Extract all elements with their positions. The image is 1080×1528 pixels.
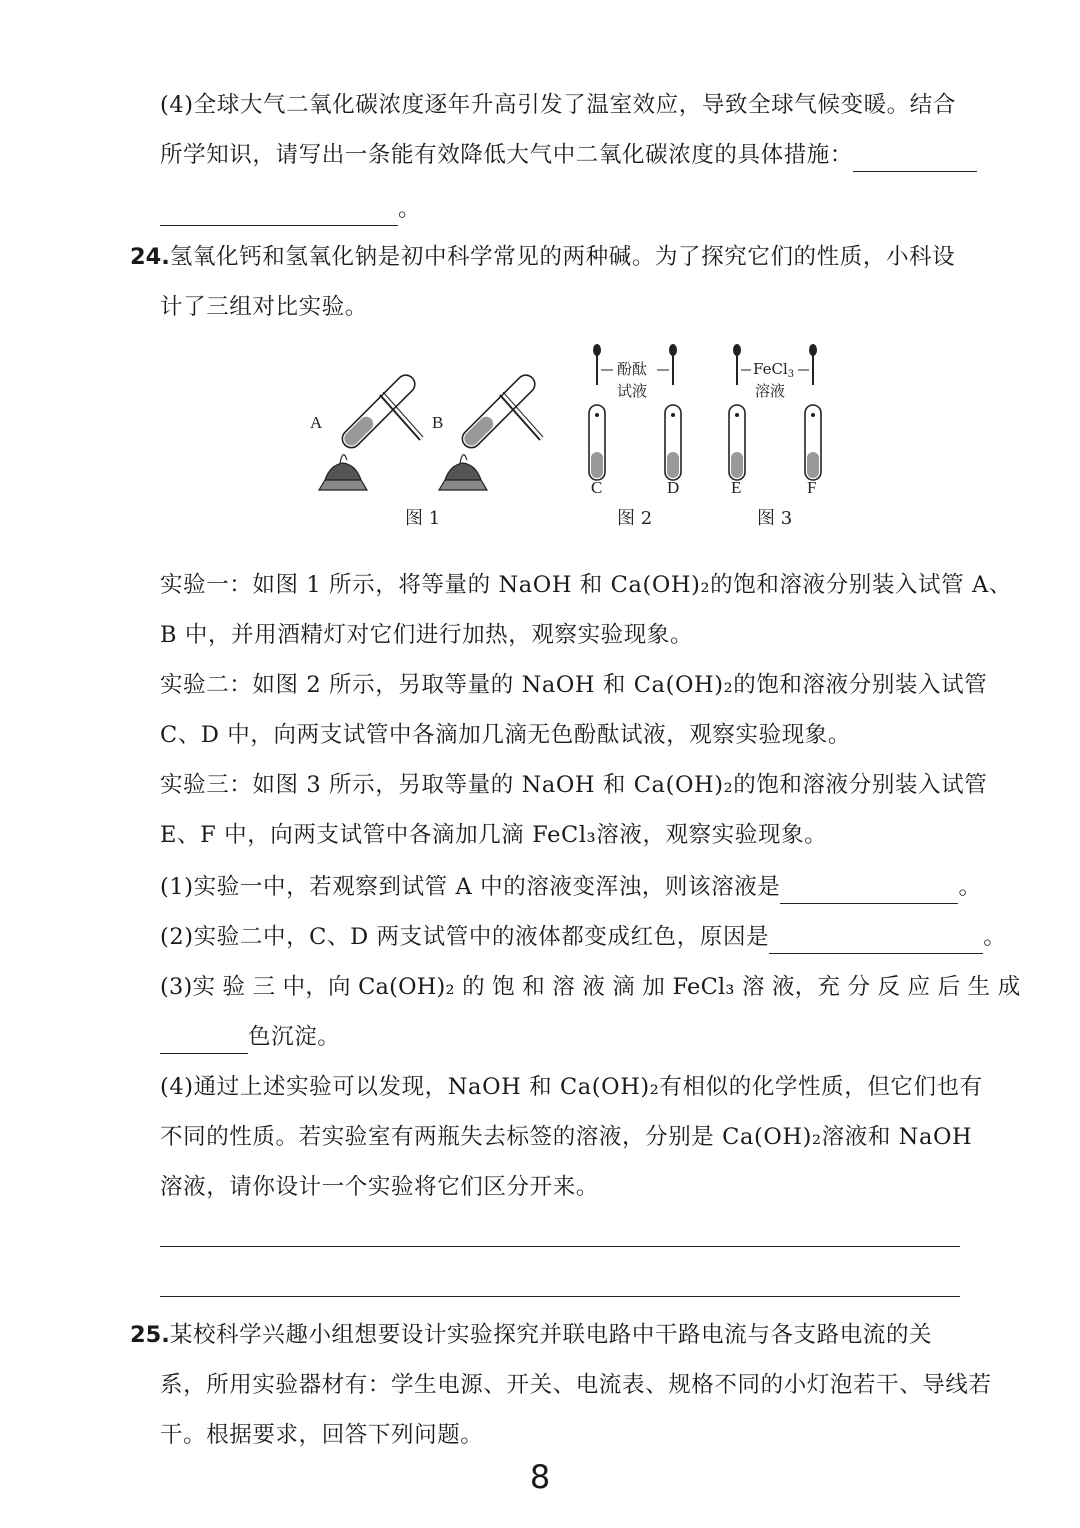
exp3-line2: E、F 中，向两支试管中各滴加几滴 FeCl₃溶液，观察实验现象。 xyxy=(160,822,828,848)
answer-blank-q23-4b[interactable] xyxy=(160,199,398,226)
q24-4-line3: 溶液，请你设计一个实验将它们区分开来。 xyxy=(160,1174,599,1200)
fig2-reagent-line2: 试液 xyxy=(617,382,648,400)
q23-4-line3-row xyxy=(160,192,960,226)
fig1-setup-b xyxy=(439,371,543,490)
exp2-line1: 实验二：如图 2 所示，另取等量的 NaOH 和 Ca(OH)₂的饱和溶液分别装入试管 xyxy=(160,672,988,698)
label-f: F xyxy=(807,478,817,497)
q25-line3: 干。根据要求，回答下列问题。 xyxy=(160,1422,484,1448)
exp1-line1: 实验一：如图 1 所示，将等量的 NaOH 和 Ca(OH)₂的饱和溶液分别装入试管 A、 xyxy=(160,572,1012,598)
q25-line1: 某校科学兴趣小组想要设计实验探究并联电路中干路电流与各支路电流的关 xyxy=(169,1322,933,1348)
q24-2-period: 。 xyxy=(983,924,1007,950)
q24-line1: 氢氧化钙和氢氧化钠是初中科学常见的两种碱。为了探究它们的性质，小科设 xyxy=(169,244,956,270)
q24-number: 24. xyxy=(130,244,170,270)
fig3-caption: 图 3 xyxy=(757,508,793,529)
exp3-line1: 实验三：如图 3 所示，另取等量的 NaOH 和 Ca(OH)₂的饱和溶液分别装入试管 xyxy=(160,772,988,798)
answer-line-q24-4b[interactable] xyxy=(160,1296,960,1297)
fig2-reagent-line1: 酚酞 xyxy=(617,360,648,378)
q25-line1-row xyxy=(130,1318,960,1352)
answer-blank-q24-2[interactable] xyxy=(769,927,983,954)
answer-blank-q24-1[interactable] xyxy=(780,877,958,904)
q23-4-line2: 所学知识，请写出一条能有效降低大气中二氧化碳浓度的具体措施： xyxy=(160,142,854,168)
q24-4-line1: (4)通过上述实验可以发现，NaOH 和 Ca(OH)₂有相似的化学性质，但它们也有 xyxy=(160,1074,983,1100)
fig3-tubes xyxy=(729,405,821,480)
answer-blank-q23-4a[interactable] xyxy=(853,145,977,172)
q23-4-line1: (4)全球大气二氧化碳浓度逐年升高引发了温室效应，导致全球气候变暖。结合 xyxy=(160,92,956,118)
q24-line1-row xyxy=(130,240,960,274)
q24-1-text: (1)实验一中，若观察到试管 A 中的溶液变浑浊，则该溶液是 xyxy=(160,874,781,900)
q24-1-row xyxy=(160,870,982,904)
q23-4-end: 。 xyxy=(398,196,422,222)
q23-4-line2-row xyxy=(160,138,960,172)
q25-number: 25. xyxy=(130,1322,170,1348)
q25-line2: 系，所用实验器材有：学生电源、开关、电流表、规格不同的小灯泡若干、导线若 xyxy=(160,1372,992,1398)
q24-3-line1: (3)实 验 三 中，向 Ca(OH)₂ 的 饱 和 溶 液 滴 加 FeCl₃ 溶 液，充 分 反 应 后 生 成 xyxy=(160,974,1021,1000)
exp2-line2: C、D 中，向两支试管中各滴加几滴无色酚酞试液，观察实验现象。 xyxy=(160,722,852,748)
experiment-figure xyxy=(295,340,855,535)
q24-2-row xyxy=(160,920,1007,954)
fig1-setup-a xyxy=(319,371,423,490)
label-d: D xyxy=(667,478,680,497)
q24-3-line2: 色沉淀。 xyxy=(248,1024,341,1050)
exp1-line2: B 中，并用酒精灯对它们进行加热，观察实验现象。 xyxy=(160,622,694,648)
label-e: E xyxy=(731,478,742,497)
q24-4-line2: 不同的性质。若实验室有两瓶失去标签的溶液，分别是 Ca(OH)₂溶液和 NaOH xyxy=(160,1124,973,1150)
label-c: C xyxy=(591,478,603,497)
q24-2-text: (2)实验二中，C、D 两支试管中的液体都变成红色，原因是 xyxy=(160,924,770,950)
page-number: 8 xyxy=(529,1458,551,1496)
fig1-caption: 图 1 xyxy=(405,508,441,529)
answer-line-q24-4a[interactable] xyxy=(160,1246,960,1247)
fig3-reagent-line1: FeCl$_3$ xyxy=(753,360,795,380)
fig2-tubes xyxy=(589,405,681,480)
q24-1-period: 。 xyxy=(958,874,982,900)
answer-blank-q24-3[interactable] xyxy=(160,1027,248,1054)
label-a: A xyxy=(310,413,323,432)
fig2-caption: 图 2 xyxy=(617,508,653,529)
fig3-reagent-line2: 溶液 xyxy=(755,382,786,400)
label-b: B xyxy=(432,413,444,432)
q24-line2: 计了三组对比实验。 xyxy=(160,294,368,320)
q24-3-line2-row xyxy=(160,1020,960,1054)
